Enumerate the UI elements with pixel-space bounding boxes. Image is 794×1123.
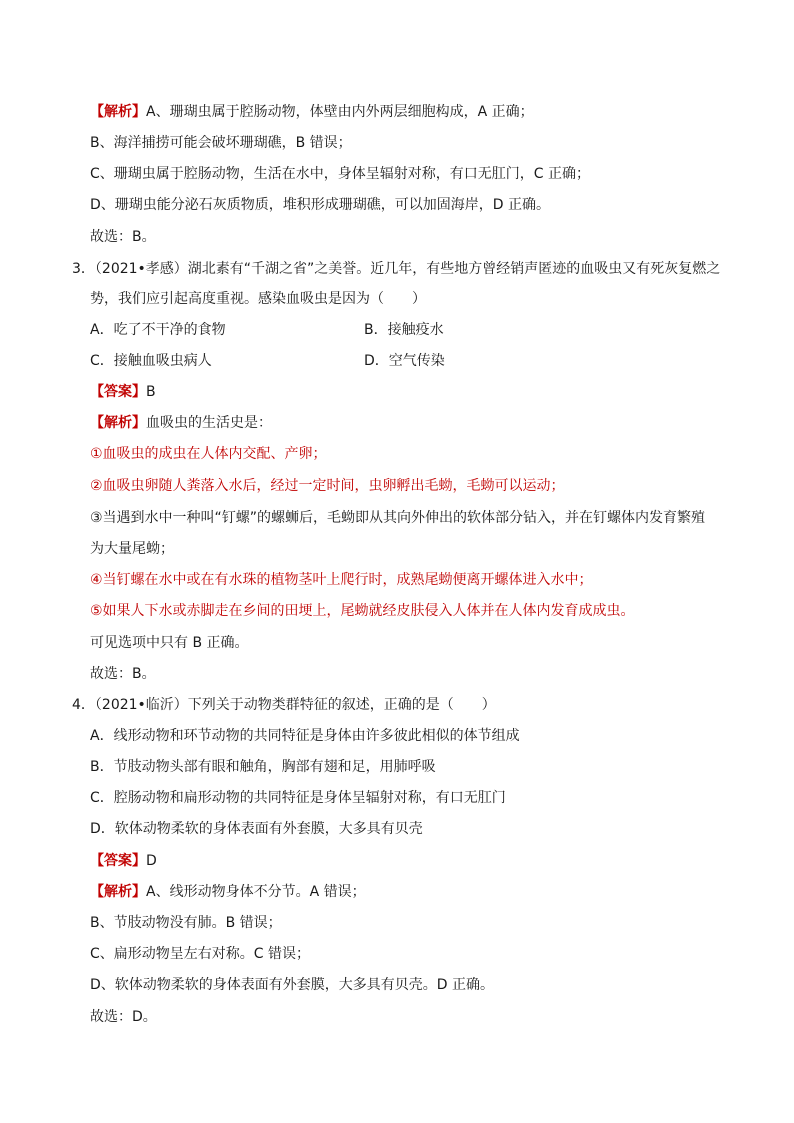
q4-analysis-c: C、扁形动物呈左右对称。C 错误； (90, 946, 311, 962)
q4-option-b: B．节肢动物头部有眼和触角，胸部有翅和足，用肺呼吸 (90, 759, 436, 775)
q4-analysis-d: D、软体动物柔软的身体表面有外套膜，大多具有贝壳。D 正确。 (90, 977, 495, 993)
q3-step3-line1: ③当遇到水中一种叫“钉螺”的螺蛳后，毛蚴即从其向外伸出的软体部分钻入，并在钉螺体内发育繁殖 (90, 510, 706, 526)
q3-conclusion: 故选：B。 (90, 666, 156, 682)
q2-analysis-d: D、珊瑚虫能分泌石灰质物质，堆积形成珊瑚礁，可以加固海岸，D 正确。 (90, 197, 551, 213)
q3-analysis-intro (90, 413, 272, 433)
q2-analysis-a-text: A、珊瑚虫属于腔肠动物，体壁由内外两层细胞构成，A 正确； (146, 104, 534, 120)
q3-analysis-intro-text: 血吸虫的生活史是： (146, 415, 272, 431)
q3-option-b: B．接触疫水 (364, 322, 444, 338)
q3-answer (90, 382, 156, 402)
q2-analysis-b: B、海洋捕捞可能会破坏珊瑚礁，B 错误； (90, 135, 352, 151)
q4-analysis-a (90, 882, 366, 902)
q4-conclusion: 故选：D。 (90, 1009, 157, 1025)
answer-tag: 【答案】 (90, 853, 146, 869)
q4-option-d: D．软体动物柔软的身体表面有外套膜，大多具有贝壳 (90, 821, 423, 837)
q4-analysis-b: B、节肢动物没有肺。B 错误； (90, 915, 282, 931)
q4-answer-value: D (146, 853, 157, 869)
q3-option-a: A．吃了不干净的食物 (90, 322, 226, 338)
q2-analysis-a (90, 102, 534, 122)
q3-stem-line1: 3．（2021•孝感）湖北素有“千湖之省”之美誉。近几年，有些地方曾经销声匿迹的血吸虫又有死灰复燃之 (72, 261, 721, 277)
analysis-tag: 【解析】 (90, 884, 146, 900)
q3-step4: ④当钉螺在水中或在有水珠的植物茎叶上爬行时，成熟尾蚴便离开螺体进入水中； (90, 572, 593, 588)
q4-analysis-a-text: A、线形动物身体不分节。A 错误； (146, 884, 366, 900)
q3-option-d: D．空气传染 (364, 353, 445, 369)
q3-step3-line2: 为大量尾蚴； (90, 541, 174, 557)
answer-tag: 【答案】 (90, 384, 146, 400)
q3-summary: 可见选项中只有 B 正确。 (90, 635, 249, 651)
q4-option-a: A．线形动物和环节动物的共同特征是身体由许多彼此相似的体节组成 (90, 728, 520, 744)
q2-analysis-c: C、珊瑚虫属于腔肠动物，生活在水中，身体呈辐射对称，有口无肛门，C 正确； (90, 166, 590, 182)
q3-stem-line2: 势，我们应引起高度重视。感染血吸虫是因为（ ） (90, 291, 426, 307)
q4-stem: 4．（2021•临沂）下列关于动物类群特征的叙述，正确的是（ ） (72, 697, 496, 713)
analysis-tag: 【解析】 (90, 104, 146, 120)
q3-option-c: C．接触血吸虫病人 (90, 353, 212, 369)
q2-conclusion: 故选：B。 (90, 229, 156, 245)
analysis-tag: 【解析】 (90, 415, 146, 431)
q4-option-c: C．腔肠动物和扁形动物的共同特征是身体呈辐射对称，有口无肛门 (90, 790, 506, 806)
q3-answer-value: B (146, 384, 156, 400)
q3-step2: ②血吸虫卵随人粪落入水后，经过一定时间，虫卵孵出毛蚴，毛蚴可以运动； (90, 478, 565, 494)
q3-step5: ⑤如果人下水或赤脚走在乡间的田埂上，尾蚴就经皮肤侵入人体并在人体内发育成成虫。 (90, 603, 635, 619)
q3-step1: ①血吸虫的成虫在人体内交配、产卵； (90, 446, 327, 462)
q4-answer (90, 851, 157, 871)
